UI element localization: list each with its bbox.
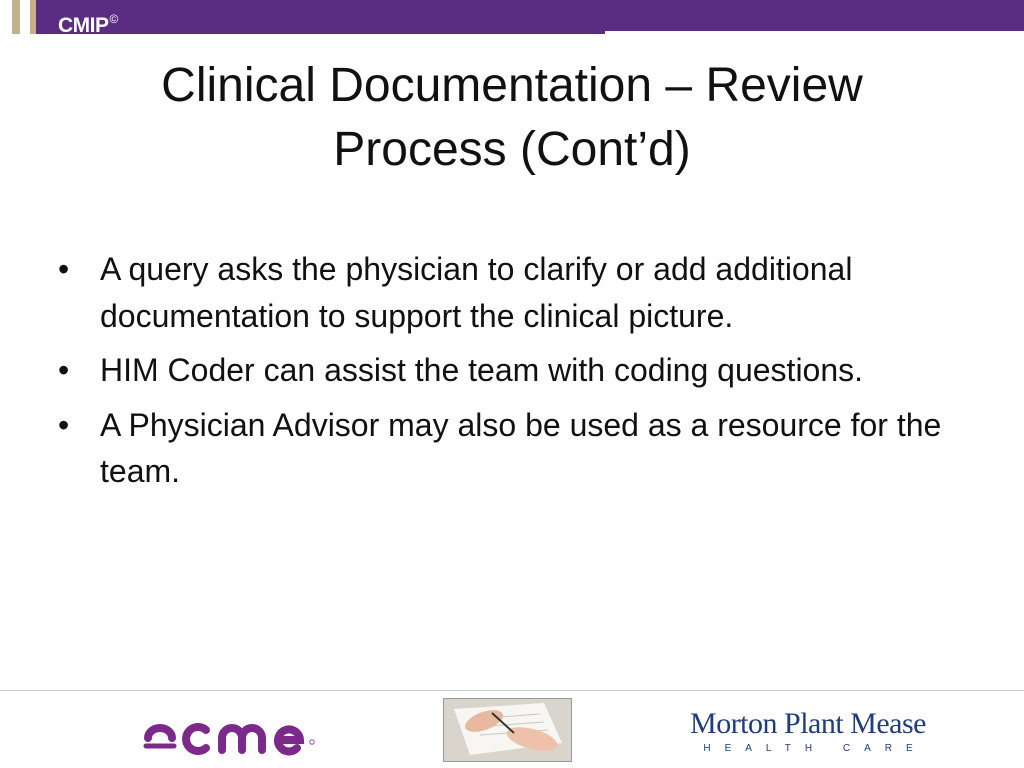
bullet-text: A query asks the physician to clarify or add additional documentation to support the clinical picture.: [100, 251, 853, 334]
copyright-mark: ©: [109, 12, 118, 26]
bullet-marker: •: [58, 406, 70, 443]
bullet-marker: •: [58, 352, 70, 388]
mpm-logo-name: Morton Plant Mease: [690, 707, 926, 740]
bullet-text: A Physician Advisor may also be used as a resource for the team.: [100, 406, 942, 489]
cmip-logo: [58, 7, 118, 38]
cmip-logo-text: CMIP: [58, 14, 109, 37]
slide-title-line-1: Clinical Documentation – Review: [161, 59, 863, 112]
bullet-item: [58, 246, 958, 339]
bullet-item: [58, 347, 958, 394]
mpm-logo-subtitle: HEALTH CARE: [703, 743, 927, 754]
hands-writing-photo: [443, 698, 572, 762]
header-banner: [0, 0, 1024, 34]
bullet-text: HIM Coder can assist the team with coding questions.: [100, 352, 864, 388]
bullet-marker: •: [58, 251, 70, 287]
banner-stripe: [12, 0, 20, 34]
acme-logo: [140, 712, 320, 756]
bullet-item: [58, 402, 958, 495]
footer-divider: [0, 690, 1024, 691]
banner-left-margin: [0, 0, 12, 34]
bullet-list: [58, 246, 958, 503]
banner-stripe: [30, 0, 36, 34]
morton-plant-mease-logo: [672, 708, 944, 756]
banner-notch: [605, 31, 1024, 34]
slide-title-line-2: Process (Cont’d): [333, 123, 691, 176]
slide-title: [60, 54, 964, 182]
banner-stripe: [20, 0, 30, 34]
